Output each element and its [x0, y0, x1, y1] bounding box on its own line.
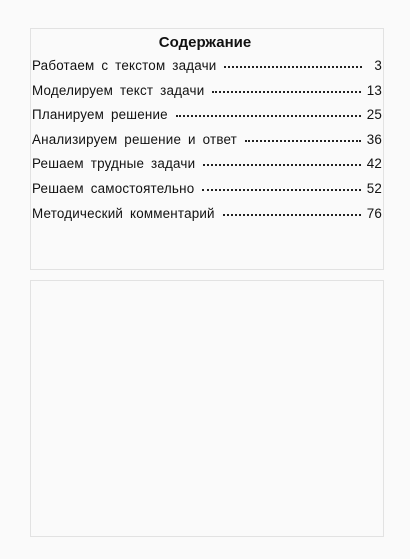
- toc-entry-title: Решаем самостоятельно: [32, 180, 195, 196]
- toc-entry: [32, 58, 382, 83]
- toc-leader-dots: [245, 140, 361, 142]
- contents-heading: Содержание: [158, 34, 252, 51]
- toc-entry: [32, 83, 382, 108]
- toc-entry-page: 76: [366, 205, 382, 221]
- toc-entry: [32, 132, 382, 157]
- toc-leader-dots: [202, 189, 360, 191]
- toc-entry: [32, 156, 382, 181]
- toc-leader-dots: [203, 164, 360, 166]
- toc-leader-dots: [176, 115, 361, 117]
- toc-entry-page: 36: [366, 131, 382, 147]
- toc-leader-dots: [223, 214, 361, 216]
- toc-entry-title: Моделируем текст задачи: [32, 82, 205, 98]
- toc-entry-page: 3: [374, 58, 382, 73]
- toc-entry-page: 25: [366, 107, 382, 123]
- toc-entry-title: Решаем трудные задачи: [32, 156, 196, 172]
- toc-entry-title: Анализируем решение и ответ: [32, 131, 238, 147]
- toc-entry: [32, 206, 382, 231]
- toc-entry-title: Методический комментарий: [32, 205, 215, 221]
- bleed-through-box-bottom: [30, 280, 384, 537]
- toc-entry: [32, 181, 382, 206]
- toc-entry-page: 52: [366, 180, 382, 196]
- toc-entry-page: 13: [366, 82, 382, 98]
- toc-entry: [32, 107, 382, 132]
- toc-leader-dots: [212, 91, 360, 93]
- toc-entry-title: Работаем с текстом задачи: [32, 58, 217, 73]
- toc-entry-page: 42: [366, 156, 382, 172]
- toc-entry-title: Планируем решение: [32, 107, 168, 123]
- table-of-contents: [32, 58, 382, 230]
- toc-leader-dots: [224, 66, 362, 68]
